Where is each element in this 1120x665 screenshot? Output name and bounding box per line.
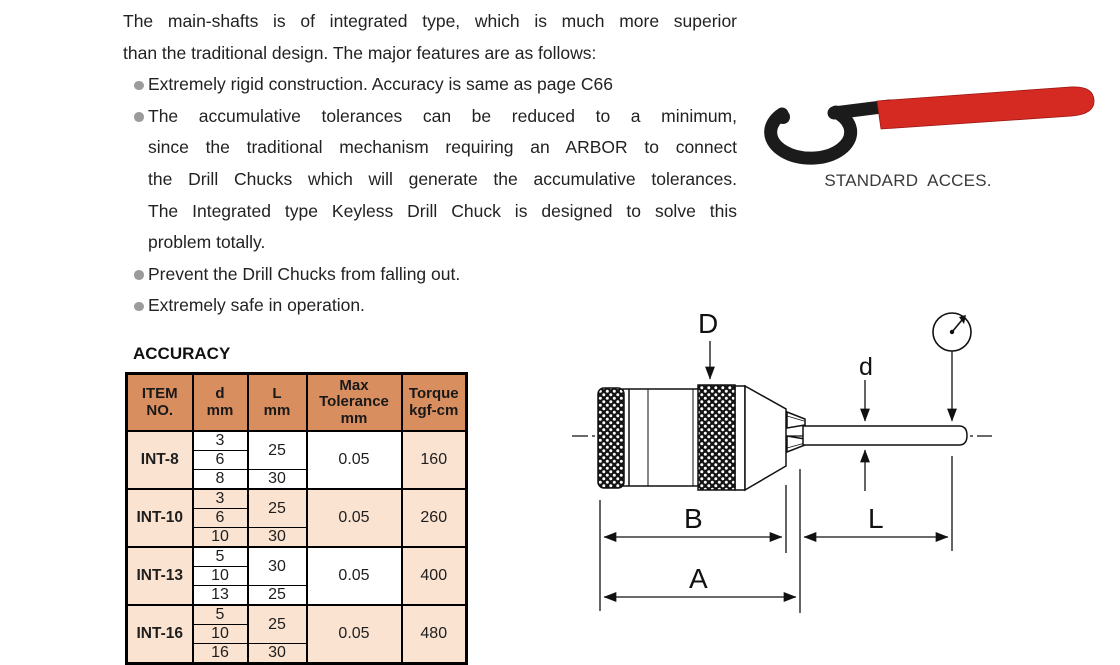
table-row — [127, 489, 467, 509]
table-cell: 0.05 — [307, 431, 402, 489]
table-cell: 5 — [193, 605, 248, 625]
table-cell: 30 — [248, 528, 307, 548]
table-cell: INT-13 — [127, 547, 193, 605]
table-cell: 30 — [248, 547, 307, 586]
feature-line: Prevent the Drill Chucks from falling out. — [123, 259, 737, 291]
intro-line: The main-shafts is of integrated type, which is much more superior — [123, 11, 737, 31]
table-cell: INT-16 — [127, 605, 193, 664]
table-cell: 3 — [193, 431, 248, 451]
table-cell: 400 — [402, 547, 467, 605]
table-cell: 480 — [402, 605, 467, 664]
dim-label-d: d — [859, 353, 873, 381]
feature-line: since the traditional mechanism requiring an ARBOR to connect — [148, 137, 737, 158]
nose-cone — [745, 386, 786, 490]
table-cell: 10 — [193, 567, 248, 586]
accuracy-table-body — [127, 431, 467, 664]
table-cell: 25 — [248, 431, 307, 470]
wrench-handle — [877, 87, 1094, 129]
standard-accessory-caption: STANDARD ACCES. — [824, 171, 992, 190]
dim-label-B: B — [684, 503, 703, 534]
knurl-band-front — [698, 385, 735, 490]
table-cell: 25 — [248, 489, 307, 528]
test-bar-shaft — [803, 426, 967, 445]
feature-line: problem totally. — [148, 232, 266, 253]
column-header: d mm — [193, 374, 248, 432]
body-text — [123, 6, 737, 322]
table-cell: INT-8 — [127, 431, 193, 489]
table-cell: 260 — [402, 489, 467, 547]
table-cell: 0.05 — [307, 605, 402, 664]
column-header: Torque kgf-cm — [402, 374, 467, 432]
table-row — [127, 431, 467, 451]
table-cell: 10 — [193, 625, 248, 644]
table-cell: 6 — [193, 509, 248, 528]
knurl-band-rear — [598, 388, 624, 488]
table-cell: 10 — [193, 528, 248, 548]
table-cell: 25 — [248, 586, 307, 606]
dim-label-L: L — [868, 503, 884, 534]
wrench-hook-tip — [776, 110, 790, 124]
table-cell: 13 — [193, 586, 248, 606]
table-cell: 30 — [248, 470, 307, 490]
dim-label-A: A — [689, 563, 708, 594]
table-cell: 5 — [193, 547, 248, 567]
table-cell: 30 — [248, 644, 307, 664]
column-header: ITEM NO. — [127, 374, 193, 432]
table-cell: 25 — [248, 605, 307, 644]
accuracy-heading: ACCURACY — [133, 344, 231, 363]
table-cell: 6 — [193, 451, 248, 470]
feature-line: The Integrated type Keyless Drill Chuck is designed to solve this — [148, 200, 737, 221]
dial-indicator-icon — [933, 313, 971, 421]
table-cell: 0.05 — [307, 489, 402, 547]
feature-line: The accumulative tolerances can be reduced to a minimum, — [123, 101, 737, 133]
feature-line: the Drill Chucks which will generate the accumulative tolerances. — [148, 168, 737, 189]
table-row — [127, 547, 467, 567]
accuracy-table-header — [127, 374, 467, 432]
feature-line: Extremely rigid construction. Accuracy is same as page C66 — [123, 69, 737, 101]
table-cell: 16 — [193, 644, 248, 664]
column-header: Max Tolerance mm — [307, 374, 402, 432]
dim-label-D: D — [698, 308, 719, 339]
drill-chuck-diagram — [560, 295, 1120, 654]
table-cell: INT-10 — [127, 489, 193, 547]
column-header: L mm — [248, 374, 307, 432]
table-cell: 0.05 — [307, 547, 402, 605]
table-row — [127, 605, 467, 625]
table-cell: 8 — [193, 470, 248, 490]
table-cell: 160 — [402, 431, 467, 489]
table-cell: 3 — [193, 489, 248, 509]
intro-line: than the traditional design. The major features are as follows: — [123, 42, 597, 63]
accuracy-table — [125, 372, 468, 665]
chuck-body — [598, 385, 967, 490]
feature-line: Extremely safe in operation. — [123, 290, 737, 322]
